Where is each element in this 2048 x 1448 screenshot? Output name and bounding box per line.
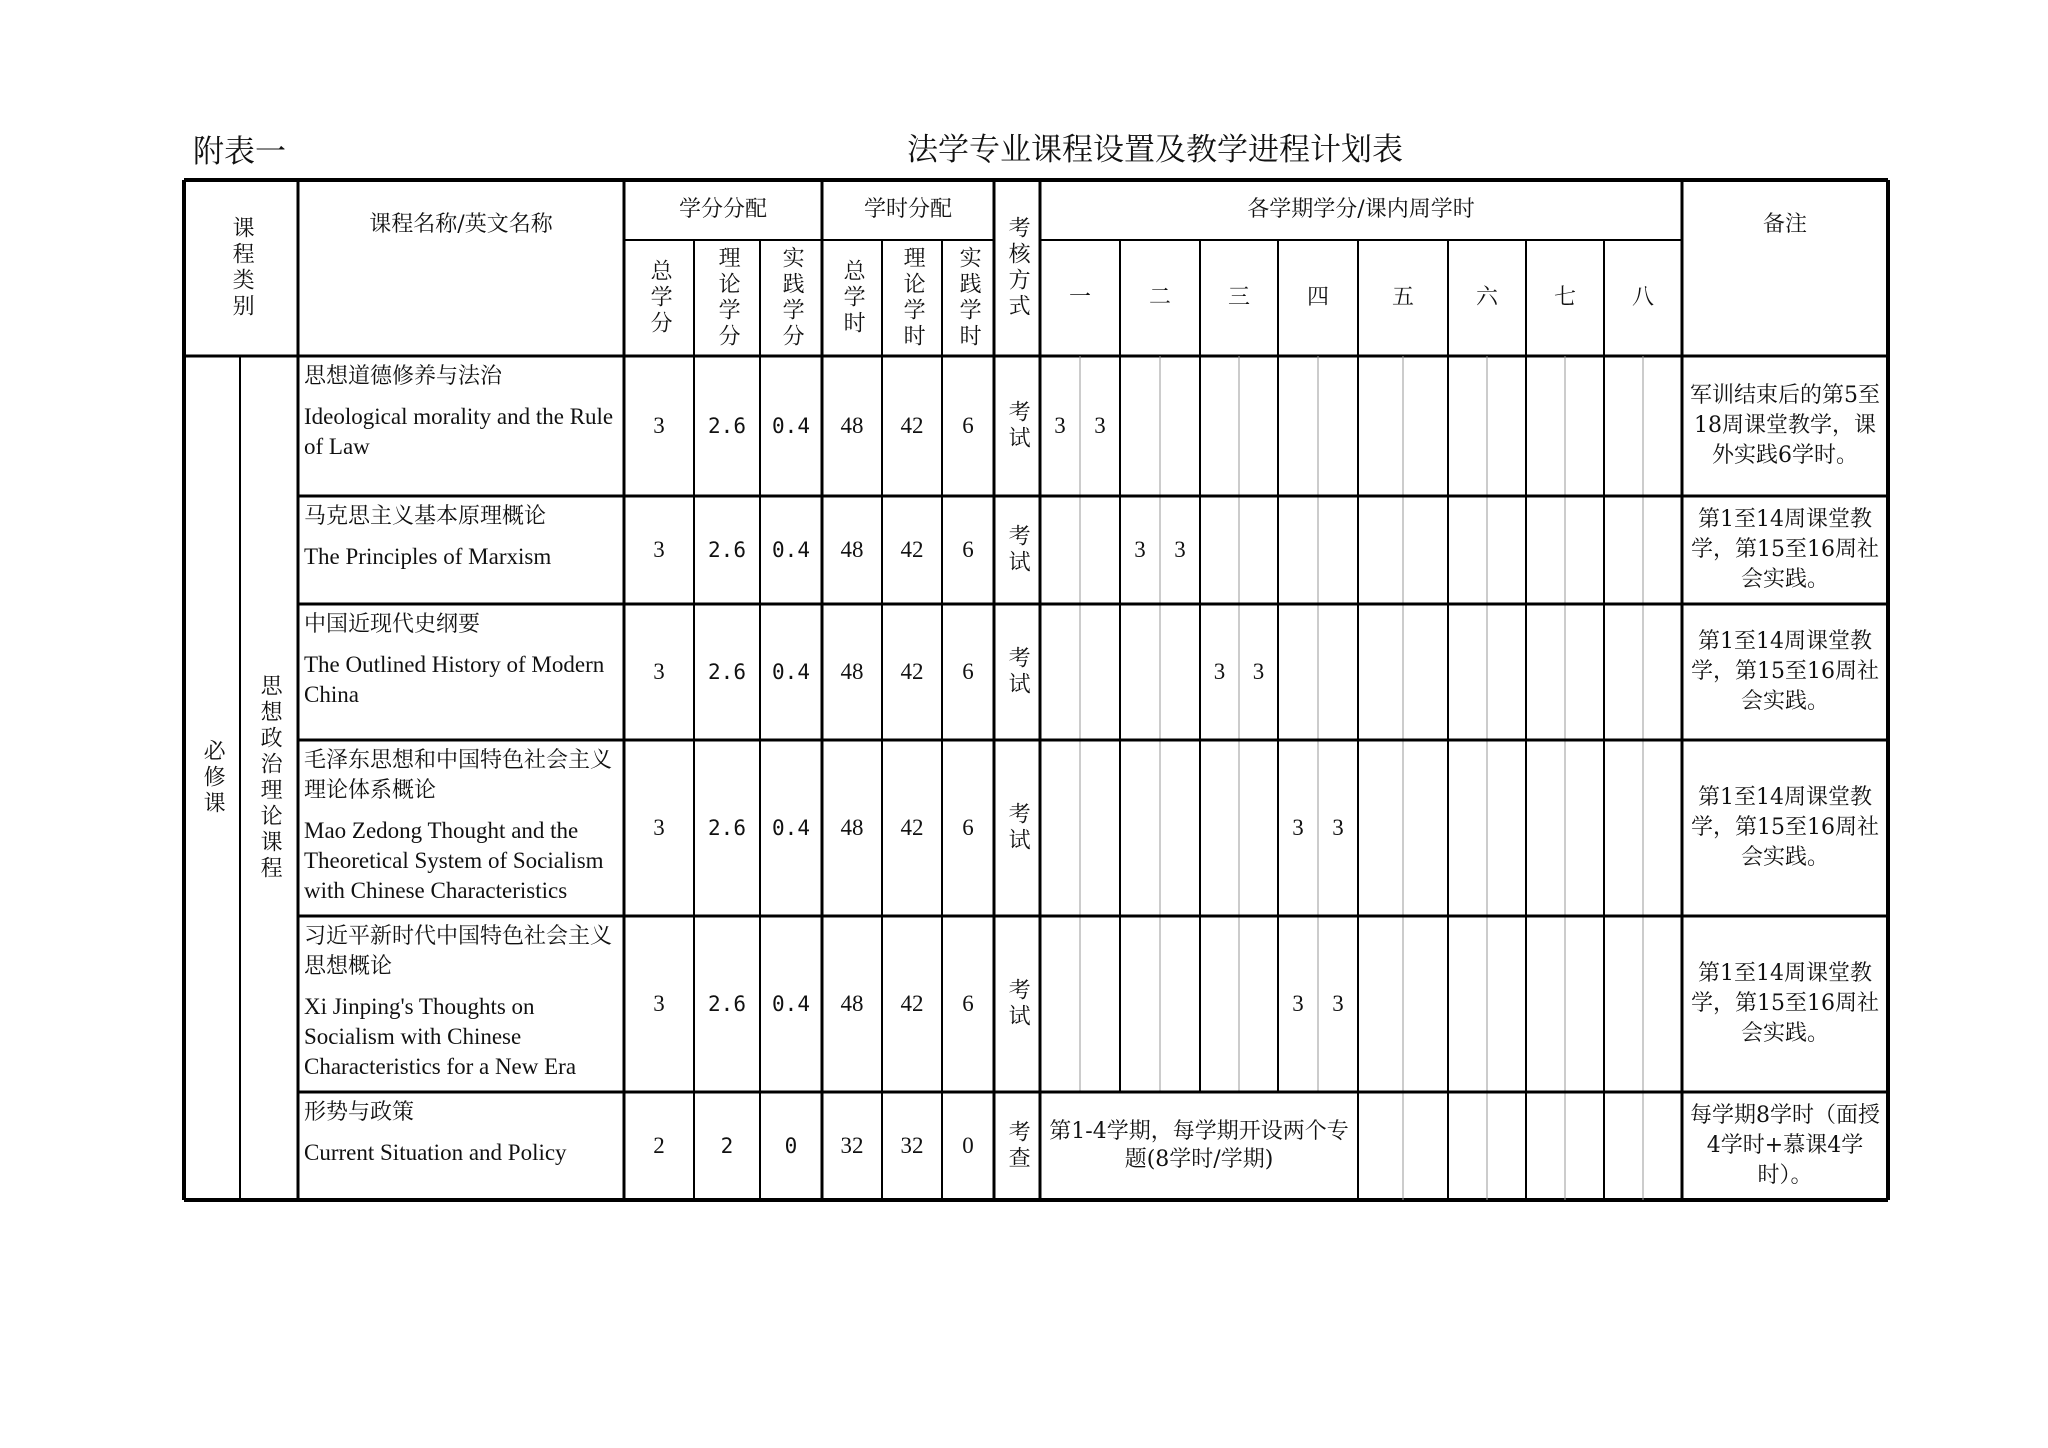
course-name-cell (298, 496, 624, 604)
semester-weekly-hours: 3 (1252, 659, 1265, 685)
header-category: 课程类别 (229, 216, 255, 320)
credit-theory: 2.6 (708, 537, 746, 562)
hour-total: 48 (840, 815, 864, 841)
assessment: 考试 (1005, 802, 1031, 854)
semester-weekly-hours: 3 (1094, 413, 1106, 439)
assessment: 考试 (1005, 524, 1031, 576)
credit-practice: 0.4 (772, 659, 810, 684)
hour-total: 32 (840, 1133, 864, 1159)
hour-practice: 6 (962, 659, 974, 685)
credit-theory: 2.6 (708, 991, 746, 1016)
hour-practice: 0 (962, 1133, 974, 1159)
credit-practice: 0 (784, 1133, 798, 1158)
remark: 第1至14周课堂教学，第15至16周社会实践。 (1691, 507, 1879, 592)
credit-total: 3 (653, 413, 665, 439)
page-title: 法学专业课程设置及教学进程计划表 (907, 132, 1403, 168)
hour-theory: 42 (900, 991, 924, 1017)
semester-credit: 3 (1292, 991, 1304, 1017)
course-name-cn: 中国近现代史纲要 (304, 612, 481, 637)
header-hour-theory: 理论学时 (900, 246, 926, 350)
course-name-cell (298, 1092, 624, 1200)
semester-credit: 3 (1134, 537, 1146, 563)
hour-theory: 42 (900, 413, 924, 439)
course-name-cn: 马克思主义基本原理概论 (304, 504, 547, 529)
credit-total: 3 (653, 991, 665, 1017)
hour-total: 48 (840, 413, 864, 439)
hour-theory: 42 (900, 537, 924, 563)
course-name-en: Ideological morality and the Rule of Law (304, 404, 614, 459)
header-hour-group: 学时分配 (863, 196, 952, 222)
course-name-en: The Principles of Marxism (304, 544, 552, 569)
semester-credit: 3 (1054, 413, 1066, 439)
semester-credit: 3 (1292, 815, 1304, 841)
course-name-cell (298, 740, 624, 916)
course-name-en: Xi Jinping's Thoughts on Socialism with Chinese Characteristics for a New Era (304, 994, 577, 1079)
course-name-cn: 毛泽东思想和中国特色社会主义理论体系概论 (304, 748, 613, 803)
header-credit-theory: 理论学分 (715, 246, 741, 350)
credit-theory: 2.6 (708, 659, 746, 684)
header-credit-practice: 实践学分 (779, 246, 805, 350)
credit-theory: 2 (720, 1133, 734, 1158)
header-course-name: 课程名称/英文名称 (369, 211, 553, 237)
header-hour-practice: 实践学时 (956, 246, 982, 350)
hour-theory: 42 (900, 815, 924, 841)
assessment: 考试 (1005, 978, 1031, 1030)
course-name-en: Mao Zedong Thought and the Theoretical System of Socialism with Chinese Characteristics (304, 818, 604, 903)
semester-weekly-hours: 3 (1332, 815, 1344, 841)
hour-practice: 6 (962, 815, 974, 841)
header-semester-4: 四 (1306, 284, 1329, 310)
course-name-en: The Outlined History of Modern China (304, 652, 605, 707)
course-name-cell (298, 916, 624, 1092)
hour-total: 48 (840, 659, 864, 685)
hour-practice: 6 (962, 413, 974, 439)
header-semester-8: 八 (1631, 284, 1654, 310)
hour-theory: 42 (900, 659, 924, 685)
course-name-cell (298, 356, 624, 496)
category-main: 必修课 (200, 739, 226, 817)
credit-total: 3 (653, 659, 665, 685)
semester-weekly-hours: 3 (1332, 991, 1344, 1017)
header-remarks: 备注 (1762, 211, 1807, 237)
header-credit-total: 总学分 (647, 259, 673, 337)
hour-total: 48 (840, 991, 864, 1017)
hour-practice: 6 (962, 537, 974, 563)
course-name-cn: 形势与政策 (304, 1100, 415, 1125)
header-semester-7: 七 (1553, 284, 1576, 310)
header-hour-total: 总学时 (840, 259, 866, 337)
remark: 第1至14周课堂教学，第15至16周社会实践。 (1691, 629, 1879, 714)
appendix-label: 附表一 (193, 134, 286, 170)
credit-total: 3 (653, 537, 665, 563)
credit-practice: 0.4 (772, 537, 810, 562)
credit-practice: 0.4 (772, 413, 810, 438)
credit-practice: 0.4 (772, 991, 810, 1016)
course-name-cell (298, 604, 624, 740)
assessment: 考试 (1005, 646, 1031, 698)
credit-total: 2 (653, 1133, 665, 1159)
assessment: 考试 (1005, 400, 1031, 452)
semester-weekly-hours: 3 (1174, 537, 1186, 563)
credit-theory: 2.6 (708, 815, 746, 840)
course-name-cn: 习近平新时代中国特色社会主义思想概论 (304, 924, 613, 979)
header-semester-5: 五 (1391, 284, 1414, 310)
header-semester-3: 三 (1227, 284, 1250, 310)
header-semester-6: 六 (1475, 284, 1498, 310)
header-semester-group: 各学期学分/课内周学时 (1247, 196, 1475, 222)
category-sub: 思想政治理论课程 (257, 674, 283, 882)
hour-practice: 6 (962, 991, 974, 1017)
header-assessment: 考核方式 (1005, 216, 1031, 320)
semester-credit: 3 (1213, 659, 1226, 685)
remark: 军训结束后的第5至18周课堂教学，课外实践6学时。 (1690, 383, 1880, 468)
credit-total: 3 (653, 815, 665, 841)
header-semester-1: 一 (1068, 284, 1091, 310)
credit-practice: 0.4 (772, 815, 810, 840)
hour-total: 48 (840, 537, 864, 563)
remark: 每学期8学时（面授4学时+慕课4学时）。 (1690, 1103, 1880, 1188)
hour-theory: 32 (900, 1133, 924, 1159)
remark: 第1至14周课堂教学，第15至16周社会实践。 (1691, 785, 1879, 870)
assessment: 考查 (1005, 1120, 1031, 1172)
header-semester-2: 二 (1148, 284, 1171, 310)
course-name-cn: 思想道德修养与法治 (304, 364, 503, 389)
remark: 第1至14周课堂教学，第15至16周社会实践。 (1691, 961, 1879, 1046)
semester-span-note: 第1-4学期，每学期开设两个专题(8学时/学期) (1049, 1118, 1349, 1172)
credit-theory: 2.6 (708, 413, 746, 438)
header-credit-group: 学分分配 (678, 196, 767, 222)
course-name-en: Current Situation and Policy (304, 1140, 567, 1165)
